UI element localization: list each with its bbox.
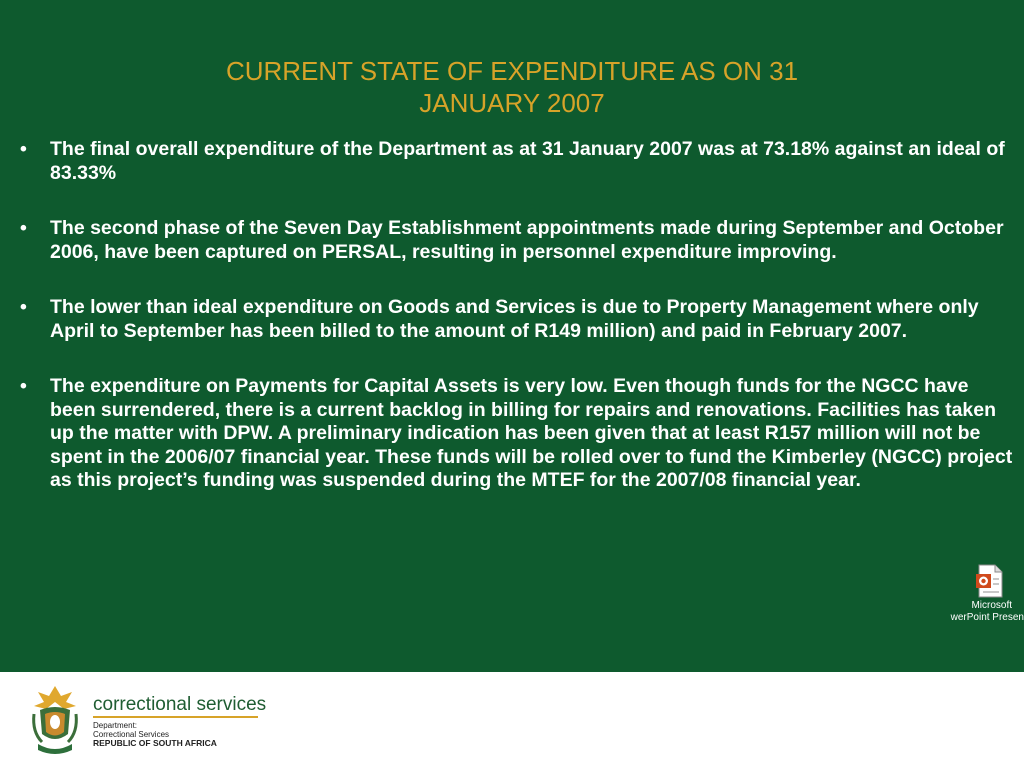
bullet-item	[20, 138, 1015, 185]
bullet-marker: •	[20, 138, 27, 160]
bullet-text: The lower than ideal expenditure on Goods and Services is due to Property Management where only April to September has been billed to the amount of R149 million) and paid in February 2007.	[50, 296, 979, 342]
dept-line1: Department:	[93, 721, 138, 730]
bullet-marker: •	[20, 296, 27, 318]
powerpoint-file-icon	[975, 564, 1005, 598]
bullet-text: The second phase of the Seven Day Establishment appointments made during September and October 2006, have been captured on PERSAL, resulting in personnel expenditure improving.	[50, 217, 1004, 263]
bullet-marker: •	[20, 375, 27, 397]
slide-title-line2: JANUARY 2007	[419, 88, 605, 119]
department-label	[93, 721, 217, 748]
footer	[0, 672, 1024, 768]
dept-line3: REPUBLIC OF SOUTH AFRICA	[93, 738, 217, 748]
coat-of-arms-icon	[30, 684, 80, 756]
bullet-text: The expenditure on Payments for Capital Assets is very low. Even though funds for the NGCC have been surrendered, there is a current backlog in billing for repairs and renovations. Facilities has taken up the matter with DPW. A preliminary indication has been given that at least R157 million will not be spent in the 2006/07 financial year. These funds will be rolled over to fund the Kimberley (NGCC) project as this project’s funding was suspended during the MTEF for the 2007/08 financial year.	[50, 375, 1013, 491]
bullet-item	[20, 296, 1015, 343]
embedded-powerpoint-object[interactable]	[935, 560, 1024, 630]
caption-line1: Microsoft	[971, 600, 1012, 611]
bullet-marker: •	[20, 217, 27, 239]
brand-divider	[93, 716, 258, 718]
slide-title	[0, 55, 1024, 119]
bullet-list	[20, 138, 1015, 525]
bullet-item	[20, 375, 1015, 493]
brand-name: correctional services	[93, 694, 267, 715]
slide-title-line1: CURRENT STATE OF EXPENDITURE AS ON 31	[225, 56, 799, 87]
embedded-object-caption	[935, 600, 1024, 624]
bullet-text: The final overall expenditure of the Department as at 31 January 2007 was at 73.18% against an ideal of 83.33%	[50, 138, 1005, 184]
dept-line2: Correctional Services	[93, 730, 170, 739]
caption-line2: werPoint Presen	[950, 612, 1024, 623]
bullet-item	[20, 217, 1015, 264]
